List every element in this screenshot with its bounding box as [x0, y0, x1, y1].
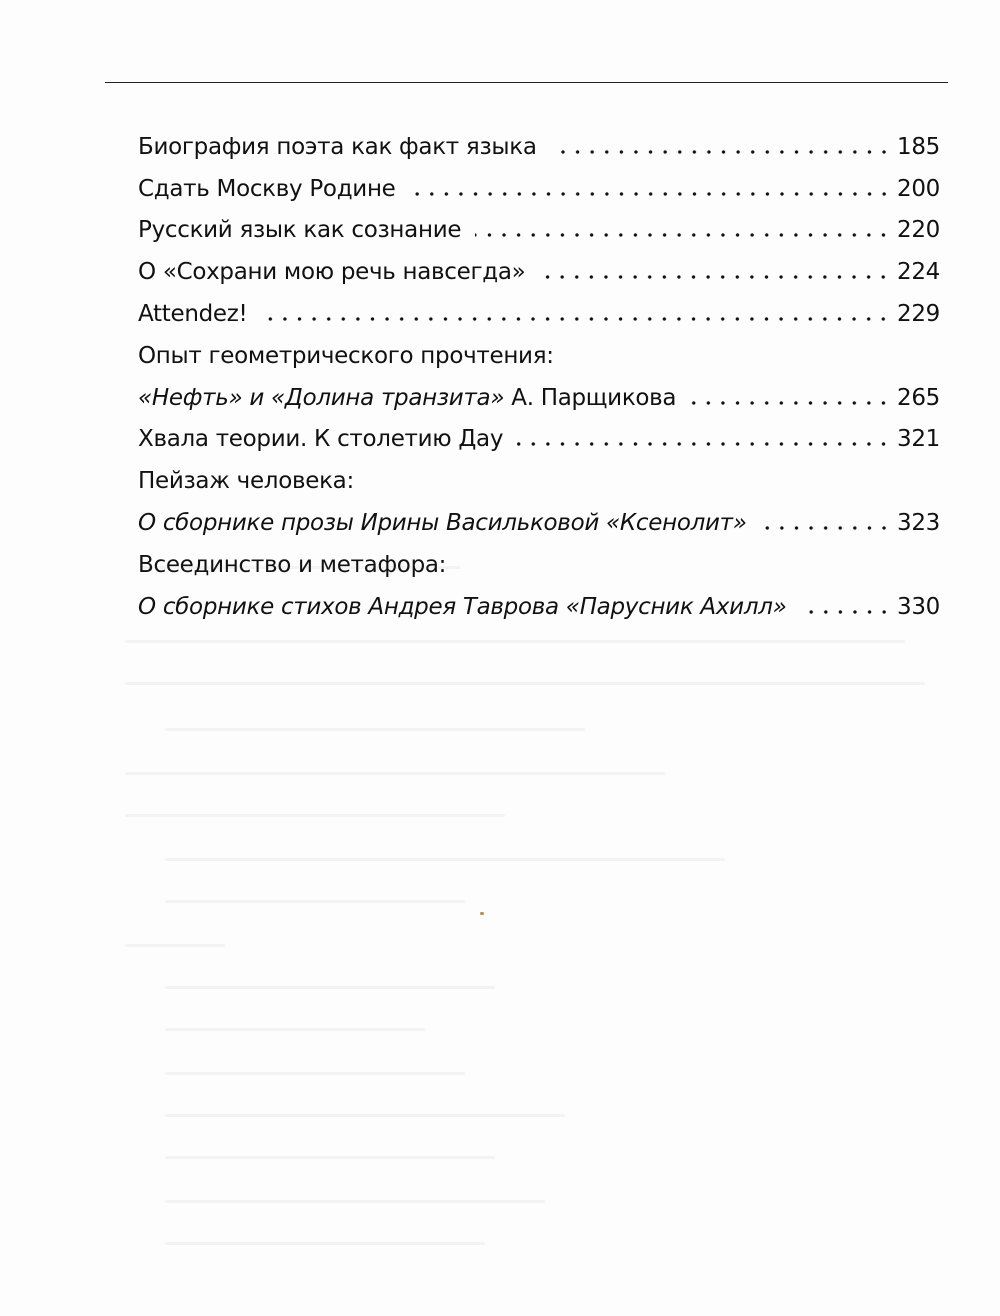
dot-leader	[475, 233, 891, 237]
toc-entry-title: Пейзаж человека:	[138, 468, 354, 495]
toc-entry-title-italic: «Нефть» и «Долина транзита»	[138, 384, 505, 411]
toc-entry-title: Сдать Москву Родине	[138, 175, 396, 202]
toc-entry-title: Биография поэта как факт языка	[138, 133, 537, 160]
table-of-contents	[138, 126, 940, 628]
bleed-through-texture	[125, 560, 955, 1290]
toc-entry-page: 265	[897, 384, 940, 411]
toc-entry-heading	[138, 544, 940, 586]
toc-entry-title: Attendez!	[138, 301, 248, 328]
toc-entry	[138, 168, 940, 210]
dot-leader	[539, 275, 891, 279]
toc-entry-title: Хвала теории. К столетию Дау	[138, 426, 504, 453]
toc-entry	[138, 293, 940, 335]
toc-entry	[138, 502, 940, 544]
header-rule	[105, 82, 948, 83]
dot-leader	[761, 526, 891, 530]
toc-entry-page: 220	[897, 217, 940, 244]
toc-entry-title: Опыт геометрического прочтения:	[138, 342, 554, 369]
toc-entry	[138, 126, 940, 168]
toc-entry-title-tail: А. Парщикова	[504, 384, 677, 411]
toc-entry-page: 229	[897, 301, 940, 328]
toc-entry-title	[138, 385, 690, 411]
toc-entry-page: 323	[897, 510, 940, 537]
paper-speck	[480, 912, 484, 915]
dot-leader	[517, 442, 891, 446]
dot-leader	[410, 192, 891, 196]
toc-entry	[138, 377, 940, 419]
toc-entry-page: 321	[897, 426, 940, 453]
toc-entry-title: О сборнике стихов Андрея Таврова «Парусник Ахилл»	[138, 593, 787, 620]
dot-leader	[801, 610, 891, 614]
toc-entry-heading	[138, 335, 940, 377]
toc-entry-page: 224	[897, 259, 940, 286]
toc-entry-page: 200	[897, 175, 940, 202]
toc-entry-title: О сборнике прозы Ирины Васильковой «Ксенолит»	[138, 510, 747, 537]
dot-leader	[261, 317, 891, 321]
toc-entry	[138, 251, 940, 293]
toc-entry-title: Всеединство и метафора:	[138, 551, 447, 578]
toc-entry-heading	[138, 460, 940, 502]
toc-entry-title: О «Сохрани мою речь навсегда»	[138, 259, 526, 286]
toc-entry-title: Русский язык как сознание	[138, 217, 462, 244]
toc-entry-page: 330	[897, 593, 940, 620]
dot-leader	[551, 150, 891, 154]
toc-entry	[138, 210, 940, 252]
dot-leader	[690, 401, 891, 405]
toc-entry-page: 185	[897, 133, 940, 160]
toc-entry	[138, 419, 940, 461]
toc-entry	[138, 586, 940, 628]
